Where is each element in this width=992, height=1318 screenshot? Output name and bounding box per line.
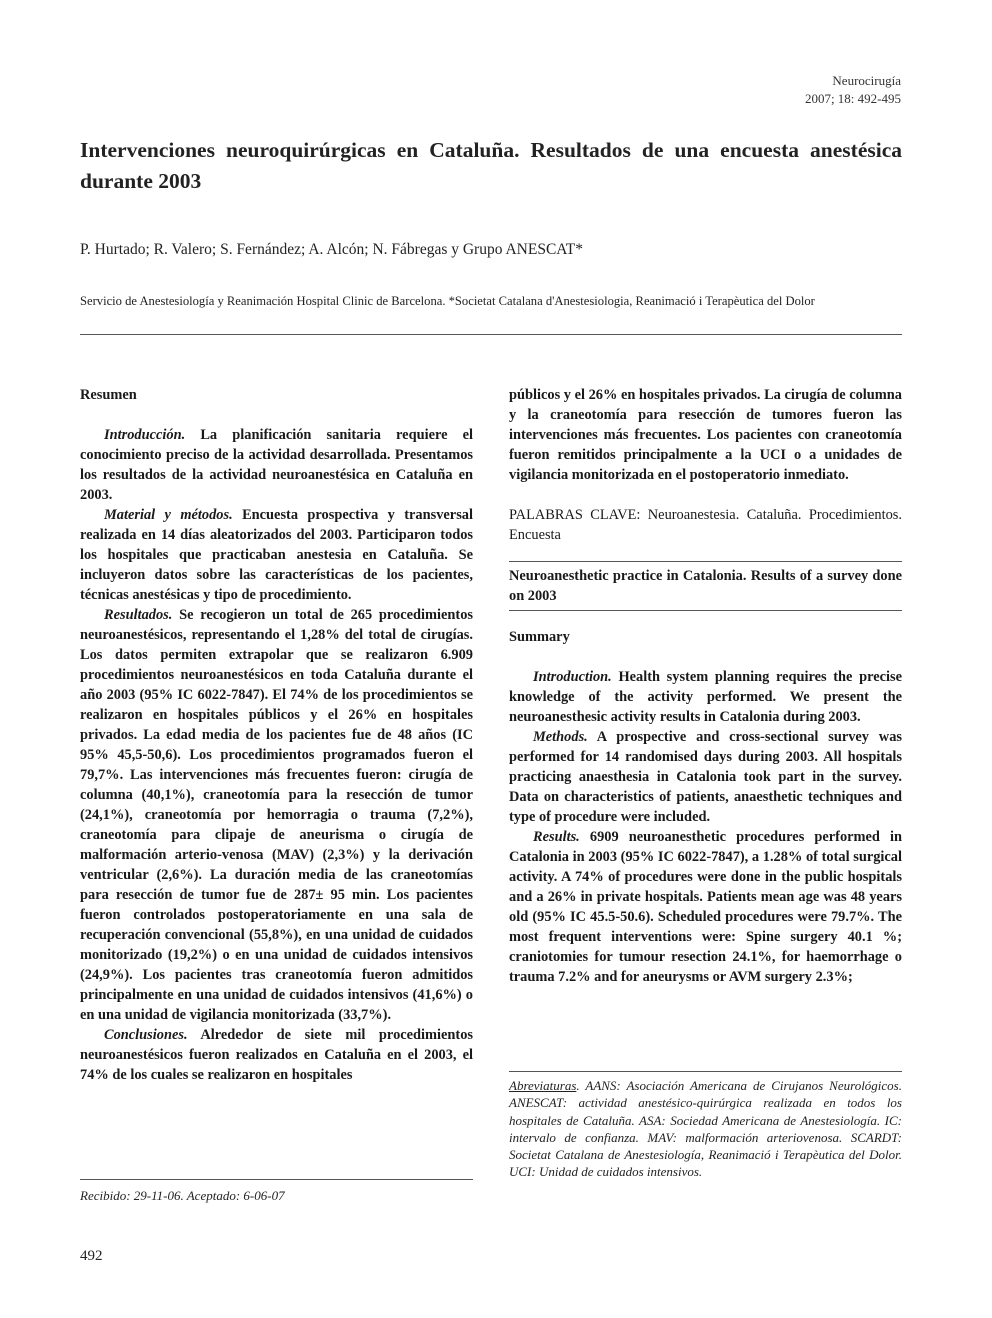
resumen-conclusiones-continued: públicos y el 26% en hospitales privados. La cirugía de columna y la craneotomía para resección de tumores fueron las intervenciones más frecuentes. Los pacientes con craneotomía fueron remitidos principalmente a la UCI o a unidades de vigilancia monitorizada en el postoperatorio inmediato.	[509, 387, 902, 483]
abbreviations-divider	[509, 1071, 902, 1072]
journal-name: Neurocirugía	[832, 73, 901, 88]
summary-methods	[509, 727, 902, 827]
lead-conclusiones: Conclusiones.	[104, 1027, 188, 1043]
text-methods: A prospective and cross-sectional survey was performed for 14 randomised days during 2003. All hospitals practicing anaesthesia in Catalonia took part in the survey. Data on characteristics of patients, anaesthetic techniques and type of procedure were included.	[509, 729, 902, 825]
text-results: 6909 neuroanesthetic procedures performed in Catalonia in 2003 (95% IC 6022-7847), a 1.28% of total surgical activity. A 74% of procedures were done in the public hospitals and a 26% in private hospitals. Patients mean age was 48 years old (95% IC 45.5-50.6). Scheduled procedures were 79.7%. The most frequent interventions were: Spine surgery 40.1 %; craniotomies for tumour resection 24.1%, for haemorrhage o trauma 7.2% and for aneurysms or AVM surgery 2.3%;	[509, 829, 902, 985]
journal-header	[805, 72, 901, 108]
resumen-heading: Resumen	[80, 387, 137, 403]
resumen-resultados	[80, 605, 473, 1025]
abbreviations-text: . AANS: Asociación Americana de Cirujanos Neurológicos. ANESCAT: actividad anestésico-quirúrgica realizada en todos los hospitales de Cataluña. ASA: Sociedad Americana de Anestesiología. IC: intervalo de confianza. MAV: malformación arteriovenosa. SCARDT: Societat Catalana de Anestesiología, Reanimació i Terapèutica del Dolor. UCI: Unidad de cuidados intensivos.	[509, 1078, 902, 1180]
text-introduction: Health system planning requires the precise knowledge of the activity performed. We present the neuroanesthesic activity results in Catalonia during 2003.	[509, 669, 902, 725]
footnote-divider	[80, 1179, 473, 1180]
text-metodos: Encuesta prospectiva y transversal realizada en 14 días aleatorizados del 2003. Participaron todos los hospitales que practicaban anestesia en Cataluña. Se incluyeron datos sobre las características de los pacientes, técnicas anestésicas y tipo de procedimiento.	[80, 507, 473, 603]
received-accepted-dates: Recibido: 29-11-06. Aceptado: 6-06-07	[80, 1188, 285, 1203]
keywords: PALABRAS CLAVE: Neuroanestesia. Cataluña. Procedimientos. Encuesta	[509, 507, 902, 543]
lead-methods: Methods.	[533, 729, 588, 745]
affiliation: Servicio de Anestesiología y Reanimación Hospital Clinic de Barcelona. *Societat Catalana d'Anestesiologia, Reanimació i Terapèutica del Dolor	[80, 294, 815, 308]
right-column	[509, 385, 902, 987]
lead-results: Results.	[533, 829, 580, 845]
journal-citation: 2007; 18: 492-495	[804, 91, 901, 106]
text-conclusiones: Alrededor de siete mil procedimientos neuroanestésicos fueron realizados en Cataluña en el 2003, el 74% de los cuales se realizaron en hospitales	[80, 1027, 473, 1083]
resumen-conclusiones	[80, 1025, 473, 1085]
article-title: Intervenciones neuroquirúrgicas en Cataluña. Resultados de una encuesta anestésica durante 2003	[80, 138, 902, 193]
text-resultados: Se recogieron un total de 265 procedimientos neuroanestésicos, representando el 1,28% del total de cirugías. Los datos permiten extrapolar que se realizaron 6.909 procedimientos neuroanestésicos en toda Cataluña durante el año 2003 (95% IC 6022-7847). El 74% de los procedimientos se realizaron en hospitales públicos y el 26% en hospitales privados. La edad media de los pacientes fue de 48 años (IC 95% 45,5-50,6). Los procedimientos programados fueron el 79,7%. Las intervenciones más frecuentes fueron: cirugía de columna (40,1%), craneotomía para la resección de tumor (24,1%), craneotomía por hemorragia o trauma (7,2%), craneotomía para clipaje de aneurisma o cirugía de malformación arterio-venosa (MAV) (2,3%) y la derivación ventricular (2,6%). La duración media de las craneotomías para resección de tumor fue de 287± 95 min. Los pacientes fueron controlados postoperatoriamente en una sala de recuperación convencional (55,8%), en una unidad de cuidados monitorizado (19,2%) o en una unidad de cuidados intensivos (24,9%). Los pacientes tras craneotomía fueron admitidos principalmente en una unidad de cuidados intensivos (41,6%) o en una unidad de vigilancia monitorizada (33,7%).	[80, 607, 473, 1023]
lead-metodos: Material y métodos.	[104, 507, 233, 523]
resumen-metodos	[80, 505, 473, 605]
english-title: Neuroanesthetic practice in Catalonia. Results of a survey done on 2003	[509, 568, 902, 604]
summary-results	[509, 827, 902, 987]
resumen-introduccion	[80, 425, 473, 505]
abbreviations-label: Abreviaturas	[509, 1078, 577, 1093]
abbreviations	[509, 1077, 902, 1181]
summary-introduction	[509, 667, 902, 727]
lead-resultados: Resultados.	[104, 607, 173, 623]
lead-introduccion: Introducción.	[104, 427, 186, 443]
header-divider	[80, 334, 902, 335]
author-list: P. Hurtado; R. Valero; S. Fernández; A. Alcón; N. Fábregas y Grupo ANESCAT*	[80, 241, 583, 258]
lead-introduction: Introduction.	[533, 669, 612, 685]
page-number: 492	[80, 1248, 103, 1264]
text-introduccion: La planificación sanitaria requiere el conocimiento preciso de la actividad desarrollada. Presentamos los resultados de la actividad neuroanestésica en Cataluña en 2003.	[80, 427, 473, 503]
left-column	[80, 385, 473, 1085]
summary-heading: Summary	[509, 629, 570, 645]
